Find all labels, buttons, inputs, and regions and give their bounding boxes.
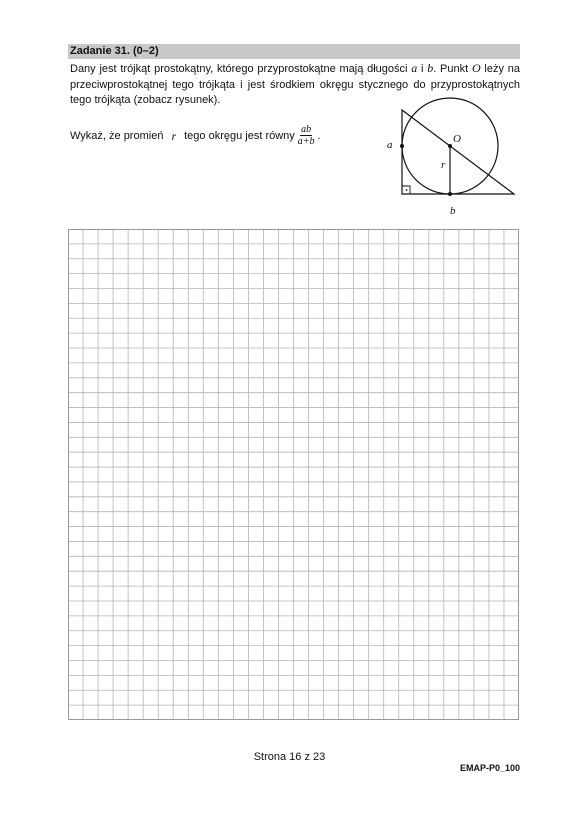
conjunction-i: i <box>417 63 428 75</box>
tangent-point-a <box>400 144 404 148</box>
prove-text-1: Wykaż, że promień <box>70 129 164 142</box>
label-a: a <box>387 139 393 151</box>
var-a: a <box>411 61 418 75</box>
intro-text-1: Dany jest trójkąt prostokątny, którego przyprostokątne mają długości <box>70 63 412 75</box>
intro-text-3: leży na przeciwprostokątnej tego trójkąta i jest środkiem okręgu stycznego do przyprostokątnych tego trójkąta (zobacz rysunek). <box>70 63 520 106</box>
prove-text-2: tego okręgu jest równy <box>184 129 295 142</box>
triangle-circle-figure <box>378 96 528 222</box>
center-point-O <box>448 144 452 148</box>
page-number: Strona 16 z 23 <box>253 751 326 763</box>
tangent-point-b <box>448 192 452 196</box>
label-O: O <box>453 133 461 145</box>
prove-end: . <box>317 129 321 142</box>
right-angle-dot <box>406 189 408 191</box>
task-header: Zadanie 31. (0–2) <box>68 44 520 59</box>
intro-text-2: . Punkt <box>433 63 472 75</box>
var-r: r <box>171 128 177 143</box>
label-r: r <box>441 159 446 171</box>
fraction-denominator: a+b <box>297 136 315 147</box>
var-b: b <box>427 61 434 75</box>
fraction-numerator: ab <box>301 124 312 135</box>
prove-statement <box>70 124 321 147</box>
exam-code: EMAP-P0_100 <box>459 763 520 773</box>
label-b: b <box>450 205 456 217</box>
var-O: O <box>471 61 481 75</box>
answer-grid[interactable] <box>68 229 519 720</box>
radius-fraction <box>298 124 315 147</box>
